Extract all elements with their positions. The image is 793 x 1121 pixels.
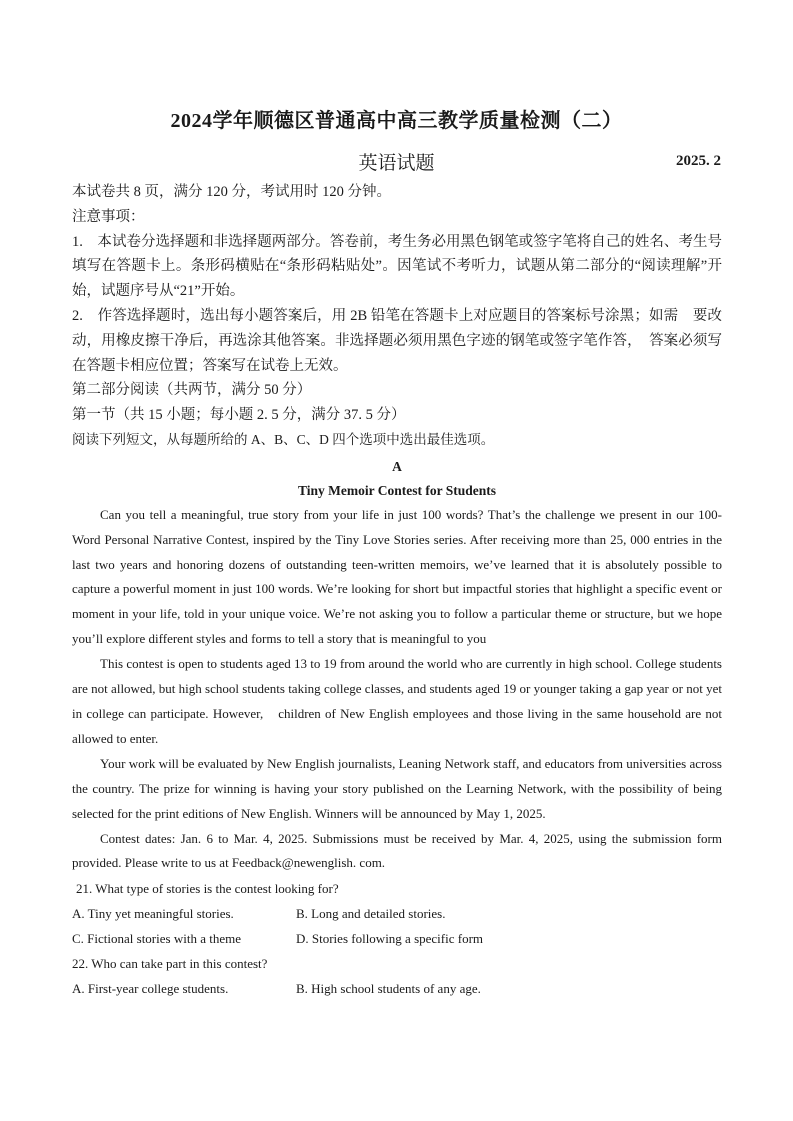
passage-paragraph: Can you tell a meaningful, true story from your life in just 100 words? That’s the challenge we present in our 100-Word Personal Narrative Contest, inspired by the Tiny Love Stories series. After receiving more than 25, 000 entries in the last two years and honoring dozens of outstanding teen-written memoirs, we’ve learned that it is absolutely possible to capture a powerful moment in just 100 words. We’re looking for short but impactful stories that highlight a specific event or moment in your life, told in your unique voice. We’re not asking you to follow a particular theme or structure, but we hope you’ll explore different styles and forms to tell a story that is meaningful to you	[72, 506, 722, 647]
option: D. Stories following a specific form	[296, 931, 484, 947]
option: C. Fictional stories with a theme	[72, 931, 241, 947]
notice-item-2: 2. 作答选择题时，选出每小题答案后，用 2B 铅笔在答题卡上对应题目的答案标号涂黑；如需 要改动，用橡皮擦干净后，再选涂其他答案。非选择题必须用黑色字迹的钢笔或签字笔作答， 答案必须写在答题卡相应位置；答案写在试卷上无效。	[72, 307, 722, 374]
reading-instruction: 阅读下列短文，从每题所给的 A、B、C、D 四个选项中选出最佳选项。	[72, 431, 495, 447]
subject-title: 英语试题	[358, 153, 435, 174]
passage-paragraph: This contest is open to students aged 13 to 19 from around the world who are currently in high school. College students are not allowed, but high school students taking college classes, and students aged 19 or younger taking a gap year or not yet in college can participate. However, children of New English employees and those living in the same household are not allowed to enter.	[72, 656, 722, 746]
passage-paragraph: Your work will be evaluated by New English journalists, Leaning Network staff, and educators from universities across the country. The prize for winning is having your story published on the Learning Network, with the possibility of being selected for the print editions of New English. Winners will be announced by May 1, 2025.	[72, 755, 722, 821]
exam-info-line: 本试卷共 8 页，满分 120 分，考试用时 120 分钟。	[72, 184, 391, 200]
option: A. Tiny yet meaningful stories.	[72, 906, 234, 922]
document-body	[72, 180, 722, 1001]
notice-label: 注意事项：	[72, 208, 145, 225]
part-heading: 第二部分阅读（共两节，满分 50 分）	[72, 382, 312, 399]
option-row	[72, 976, 722, 1001]
option: B. High school students of any age.	[296, 981, 481, 997]
question-stem: 22. Who can take part in this contest?	[72, 956, 268, 972]
option-row	[72, 901, 722, 926]
page-title: 2024学年顺德区普通高中高三教学质量检测（二）	[170, 110, 623, 132]
exam-date: 2025. 2	[676, 153, 721, 169]
option-row	[72, 926, 722, 951]
notice-item-1: 1. 本试卷分选择题和非选择题两部分。答卷前，考生务必用黑色钢笔或签字笔将自己的姓名、考生号填写在答题卡上。条形码横贴在“条形码粘贴处”。因笔试不考听力，试题从第二部分的“阅读理解”开始，试题序号从“21”开始。	[72, 233, 722, 300]
passage-paragraph: Contest dates: Jan. 6 to Mar. 4, 2025. Submissions must be received by Mar. 4, 2025, using the submission form provided. Please write to us at Feedback@newenglish. com.	[72, 830, 722, 871]
passage-title: Tiny Memoir Contest for Students	[297, 482, 496, 498]
question-stem: 21. What type of stories is the contest looking for?	[76, 881, 339, 897]
passage-letter: A	[392, 458, 402, 474]
option: B. Long and detailed stories.	[296, 906, 446, 922]
section-heading: 第一节（共 15 小题；每小题 2. 5 分，满分 37. 5 分）	[72, 407, 406, 424]
option: A. First-year college students.	[72, 981, 229, 997]
